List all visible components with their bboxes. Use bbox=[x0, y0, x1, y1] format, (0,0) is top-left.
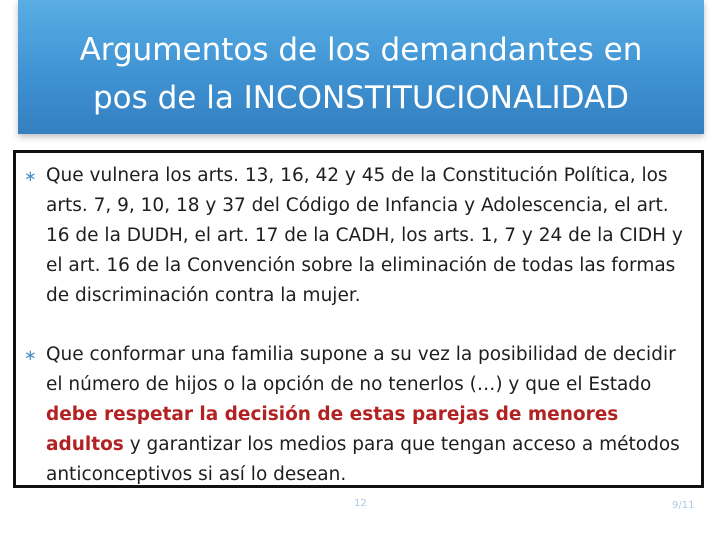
bullet-asterisk-icon: ∗ bbox=[24, 167, 37, 185]
title-line-2: pos de la INCONSTITUCIONALIDAD bbox=[92, 80, 630, 116]
bullet-item-1 bbox=[24, 161, 696, 311]
bullet-text-2 bbox=[46, 340, 696, 490]
bullet-text-2-before: Que conformar una familia supone a su vez la posibilidad de decidir el número de hijos o la opción de no tenerlos (…) y que el Estado bbox=[46, 344, 676, 395]
bullet-text-2-after: y garantizar los medios para que tengan acceso a métodos anticonceptivos si así lo desean. bbox=[46, 434, 680, 485]
slide-date: 9/11 bbox=[672, 500, 695, 511]
slide-number: 12 bbox=[354, 498, 367, 509]
title-line-1: Argumentos de los demandantes en bbox=[79, 32, 643, 68]
bullet-item-2 bbox=[24, 340, 696, 490]
bullet-text-1: Que vulnera los arts. 13, 16, 42 y 45 de la Constitución Política, los arts. 7, 9, 10, 18 y 37 del Código de Infancia y Adolescencia, el art. 16 de la DUDH, el art. 17 de la CADH, los arts. 1, 7 y 24 de la CIDH y el art. 16 de la Convención sobre la eliminación de todas las formas de discriminación contra la mujer. bbox=[46, 165, 683, 306]
slide-title bbox=[18, 26, 704, 122]
content-box bbox=[13, 150, 704, 488]
bullet-text-2-emphasis: debe respetar la decisión de estas parejas de menores adultos bbox=[46, 404, 619, 455]
bullet-asterisk-icon: ∗ bbox=[24, 346, 37, 364]
